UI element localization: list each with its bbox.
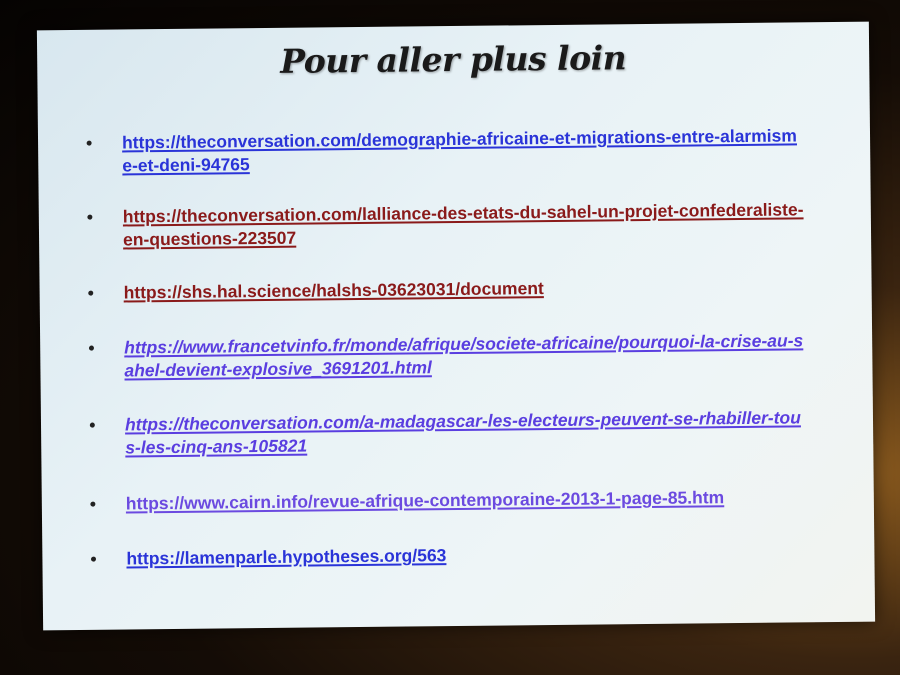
- link-text[interactable]: https://lamenparle.hypotheses.org/563: [126, 545, 447, 569]
- slide-title: Pour aller plus loin: [280, 38, 627, 81]
- link-item-6[interactable]: [90, 485, 810, 516]
- link-item-5[interactable]: [89, 406, 809, 460]
- link-item-3[interactable]: [88, 274, 808, 305]
- link-text[interactable]: https://theconversation.com/demographie-africaine-et-migrations-entre-alarmisme-et-deni-94765: [121, 125, 798, 176]
- link-text[interactable]: https://theconversation.com/a-madagascar-les-electeurs-peuvent-se-rhabiller-tous-les-cinq-ans-105821: [124, 407, 801, 458]
- links-list: [86, 124, 811, 571]
- bullet-icon: •: [85, 132, 93, 153]
- bullet-icon: •: [88, 337, 95, 358]
- link-item-4[interactable]: [88, 329, 808, 383]
- projected-slide: [37, 22, 875, 631]
- link-text[interactable]: https://shs.hal.science/halshs-03623031/document: [123, 278, 544, 303]
- link-text[interactable]: https://www.cairn.info/revue-afrique-contemporaine-2013-1-page-85.htm: [125, 487, 725, 514]
- bullet-icon: •: [89, 493, 97, 514]
- bullet-icon: •: [90, 548, 97, 569]
- link-item-7[interactable]: [90, 540, 810, 571]
- link-text[interactable]: https://www.francetvinfo.fr/monde/afrique/societe-africaine/pourquoi-la-crise-au-sahel-devient-explosive_3691201.html: [124, 330, 804, 381]
- bullet-icon: •: [87, 282, 94, 303]
- link-item-1[interactable]: [86, 124, 806, 178]
- bullet-icon: •: [86, 206, 94, 227]
- bullet-icon: •: [88, 414, 96, 435]
- link-text[interactable]: https://theconversation.com/lalliance-des-etats-du-sahel-un-projet-confederaliste-en-questions-223507: [122, 199, 804, 250]
- link-item-2[interactable]: [87, 198, 807, 252]
